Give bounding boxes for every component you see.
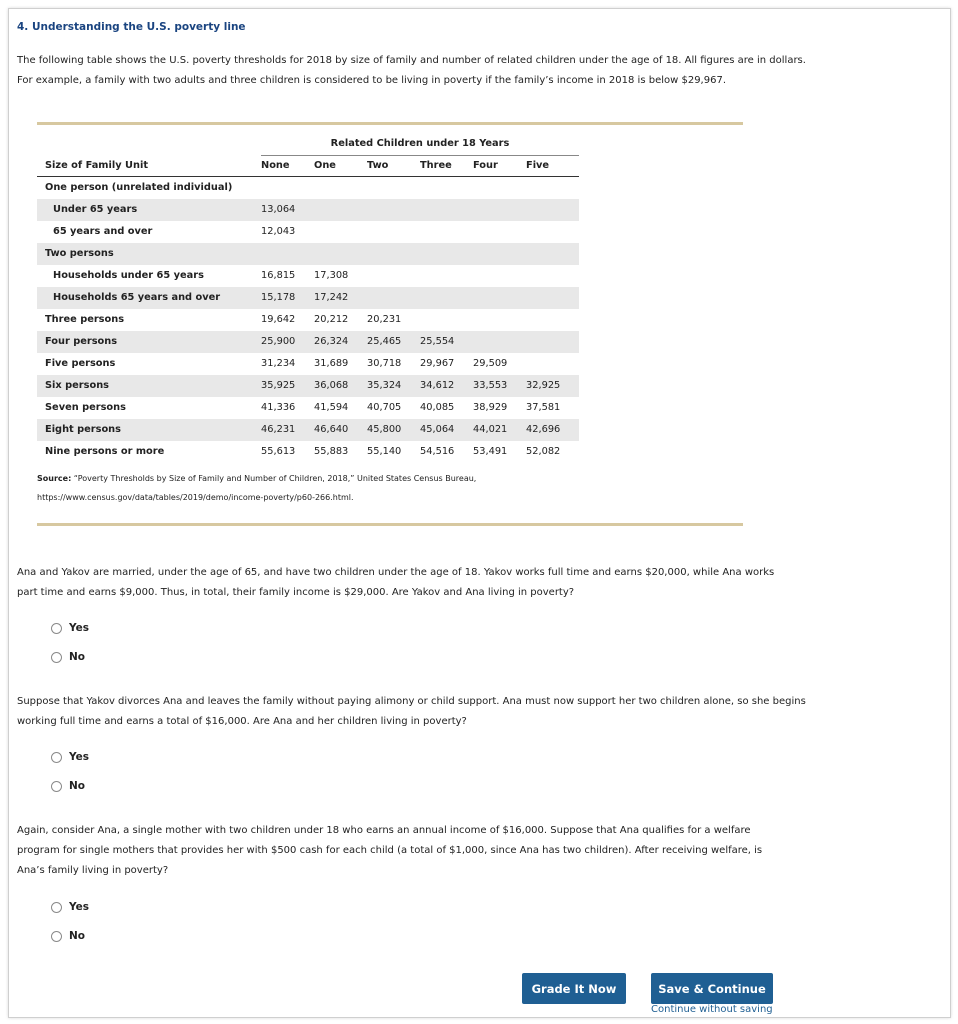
radio-button[interactable] bbox=[51, 902, 62, 913]
table-cell bbox=[526, 243, 579, 265]
question-title: 4. Understanding the U.S. poverty line bbox=[17, 21, 246, 33]
row-label: Households under 65 years bbox=[53, 270, 204, 281]
table-cell: 33,553 bbox=[473, 375, 526, 397]
row-label: One person (unrelated individual) bbox=[45, 182, 233, 193]
option-label: Yes bbox=[69, 901, 90, 913]
table-cell: 16,815 bbox=[261, 270, 296, 281]
col-header: Two bbox=[367, 155, 420, 176]
table-cell: 12,043 bbox=[261, 226, 296, 237]
table-cell bbox=[261, 243, 314, 265]
q2-option-no[interactable] bbox=[51, 780, 85, 792]
table-cell bbox=[314, 243, 367, 265]
save-continue-button[interactable]: Save & Continue bbox=[651, 973, 773, 1004]
table-cell: 40,085 bbox=[420, 402, 455, 413]
col-header: Three bbox=[420, 155, 473, 176]
table-cell: 32,925 bbox=[526, 375, 579, 397]
row-label: Households 65 years and over bbox=[37, 287, 261, 309]
table-cell: 20,231 bbox=[367, 314, 402, 325]
table-cell bbox=[420, 199, 473, 221]
table-cell bbox=[526, 199, 579, 221]
table-cell: 40,705 bbox=[367, 402, 402, 413]
option-label: No bbox=[69, 651, 86, 663]
row-label: Seven persons bbox=[45, 402, 126, 413]
table-cell: 20,212 bbox=[314, 314, 349, 325]
table-cell bbox=[526, 353, 579, 375]
table-row bbox=[37, 331, 579, 353]
table-cell bbox=[367, 287, 420, 309]
col-header: One bbox=[314, 155, 367, 176]
table-cell bbox=[473, 287, 526, 309]
table-cell: 55,613 bbox=[261, 446, 296, 457]
table-cell: 45,800 bbox=[367, 419, 420, 441]
row-label: Six persons bbox=[37, 375, 261, 397]
table-cell: 17,308 bbox=[314, 270, 349, 281]
q1-option-no[interactable] bbox=[51, 651, 85, 663]
table-top-rule bbox=[37, 122, 743, 125]
table-cell: 35,925 bbox=[261, 375, 314, 397]
source-url: https://www.census.gov/data/tables/2019/demo/income-poverty/p60-266.html. bbox=[37, 493, 354, 502]
row-label: 65 years and over bbox=[53, 226, 153, 237]
table-cell bbox=[526, 309, 579, 331]
table-cell bbox=[526, 265, 579, 287]
table-cell bbox=[314, 221, 367, 243]
table-cell: 41,594 bbox=[314, 402, 349, 413]
table-cell bbox=[314, 199, 367, 221]
table-cell: 45,064 bbox=[420, 419, 473, 441]
question-panel bbox=[8, 8, 951, 1018]
table-cell: 42,696 bbox=[526, 419, 579, 441]
grade-it-now-button[interactable]: Grade It Now bbox=[522, 973, 626, 1004]
table-cell bbox=[420, 287, 473, 309]
option-label: No bbox=[69, 780, 86, 792]
table-row bbox=[37, 265, 579, 287]
table-cell bbox=[473, 243, 526, 265]
table-bottom-rule bbox=[37, 523, 743, 526]
row-label: Two persons bbox=[37, 243, 261, 265]
poverty-table bbox=[37, 133, 579, 463]
table-row bbox=[37, 287, 579, 309]
col-header: Five bbox=[526, 155, 579, 176]
table-row bbox=[37, 221, 579, 243]
table-row bbox=[37, 243, 579, 265]
q3-option-yes[interactable] bbox=[51, 901, 89, 913]
table-cell: 46,640 bbox=[314, 419, 367, 441]
table-cell bbox=[420, 265, 473, 287]
table-cell: 55,140 bbox=[367, 446, 402, 457]
q1-option-yes[interactable] bbox=[51, 622, 89, 634]
table-cell bbox=[473, 309, 526, 331]
option-label: No bbox=[69, 930, 86, 942]
table-cell: 31,689 bbox=[314, 358, 349, 369]
table-cell bbox=[473, 331, 526, 353]
table-cell: 29,509 bbox=[473, 358, 508, 369]
table-cell: 26,324 bbox=[314, 331, 367, 353]
table-cell bbox=[367, 199, 420, 221]
table-row bbox=[37, 199, 579, 221]
table-cell: 31,234 bbox=[261, 358, 296, 369]
table-cell: 25,465 bbox=[367, 331, 420, 353]
row-label: Under 65 years bbox=[37, 199, 261, 221]
row-label: Three persons bbox=[45, 314, 125, 325]
radio-button[interactable] bbox=[51, 623, 62, 634]
table-cell bbox=[420, 309, 473, 331]
table-cell bbox=[526, 287, 579, 309]
table-row bbox=[37, 441, 579, 463]
table-cell: 38,929 bbox=[473, 402, 508, 413]
table-cell: 36,068 bbox=[314, 375, 367, 397]
table-cell bbox=[526, 221, 579, 243]
source-text: “Poverty Thresholds by Size of Family and Number of Children, 2018,” United States Census Bureau, bbox=[71, 474, 477, 483]
table-cell bbox=[367, 243, 420, 265]
option-label: Yes bbox=[69, 622, 90, 634]
radio-button[interactable] bbox=[51, 752, 62, 763]
table-cell bbox=[367, 265, 420, 287]
row-label: Eight persons bbox=[37, 419, 261, 441]
continue-without-saving-link[interactable]: Continue without saving bbox=[651, 1004, 773, 1015]
table-cell: 25,554 bbox=[420, 331, 473, 353]
table-row bbox=[37, 176, 579, 199]
table-row bbox=[37, 375, 579, 397]
q3-option-no[interactable] bbox=[51, 930, 85, 942]
table-cell: 30,718 bbox=[367, 358, 402, 369]
table-cell: 55,883 bbox=[314, 446, 349, 457]
table-cell: 29,967 bbox=[420, 358, 455, 369]
family-size-header: Size of Family Unit bbox=[37, 155, 261, 176]
radio-button[interactable] bbox=[51, 781, 62, 792]
table-cell bbox=[367, 221, 420, 243]
question-2-text: Suppose that Yakov divorces Ana and leaves the family without paying alimony or child support. Ana must now support her two children alone, so she begins working full time and earns a total of $16,000. Are Ana and her children living in poverty? bbox=[17, 696, 806, 727]
table-cell: 34,612 bbox=[420, 375, 473, 397]
table-cell: 19,642 bbox=[261, 314, 296, 325]
table-cell: 41,336 bbox=[261, 402, 296, 413]
table-cell: 25,900 bbox=[261, 331, 314, 353]
related-children-header: Related Children under 18 Years bbox=[261, 133, 579, 155]
question-3-text: Again, consider Ana, a single mother with two children under 18 who earns an annual income of $16,000. Suppose that Ana qualifies for a welfare program for single mothers that provides her with $500 cash for each child (a total of $1,000, since Ana has two children). After receiving welfare, is Ana’s family living in poverty? bbox=[17, 825, 763, 876]
table-cell bbox=[420, 221, 473, 243]
question-1-text: Ana and Yakov are married, under the age of 65, and have two children under the age of 18. Yakov works full time and earns $20,000, while Ana works part time and earns $9,000. Thus, in total, their family income is $29,000. Are Yakov and Ana living in poverty? bbox=[17, 567, 775, 598]
intro-text: The following table shows the U.S. poverty thresholds for 2018 by size of family and number of related children under the age of 18. All figures are in dollars. For example, a family with two adults and three children is considered to be living in poverty if the family’s income in 2018 is below $29,967. bbox=[17, 55, 806, 86]
option-label: Yes bbox=[69, 751, 90, 763]
row-label: Four persons bbox=[37, 331, 261, 353]
radio-button[interactable] bbox=[51, 652, 62, 663]
table-cell: 17,242 bbox=[314, 287, 367, 309]
q2-option-yes[interactable] bbox=[51, 751, 89, 763]
table-cell: 13,064 bbox=[261, 199, 314, 221]
table-cell: 44,021 bbox=[473, 419, 526, 441]
table-row bbox=[37, 419, 579, 441]
row-label: Nine persons or more bbox=[45, 446, 165, 457]
table-cell bbox=[473, 199, 526, 221]
col-header: None bbox=[261, 155, 314, 176]
table-cell bbox=[473, 221, 526, 243]
table-cell bbox=[420, 243, 473, 265]
source-label: Source: bbox=[37, 474, 72, 483]
table-cell: 53,491 bbox=[473, 446, 508, 457]
table-cell bbox=[473, 265, 526, 287]
table-cell: 35,324 bbox=[367, 375, 420, 397]
table-row bbox=[37, 397, 579, 419]
table-cell: 15,178 bbox=[261, 287, 314, 309]
table-row bbox=[37, 353, 579, 375]
table-cell: 37,581 bbox=[526, 402, 561, 413]
radio-button[interactable] bbox=[51, 931, 62, 942]
col-header: Four bbox=[473, 155, 526, 176]
table-cell: 46,231 bbox=[261, 419, 314, 441]
table-cell bbox=[526, 331, 579, 353]
table-cell: 54,516 bbox=[420, 446, 455, 457]
row-label: Five persons bbox=[45, 358, 116, 369]
table-row bbox=[37, 309, 579, 331]
table-cell: 52,082 bbox=[526, 446, 561, 457]
source-note bbox=[37, 469, 476, 507]
